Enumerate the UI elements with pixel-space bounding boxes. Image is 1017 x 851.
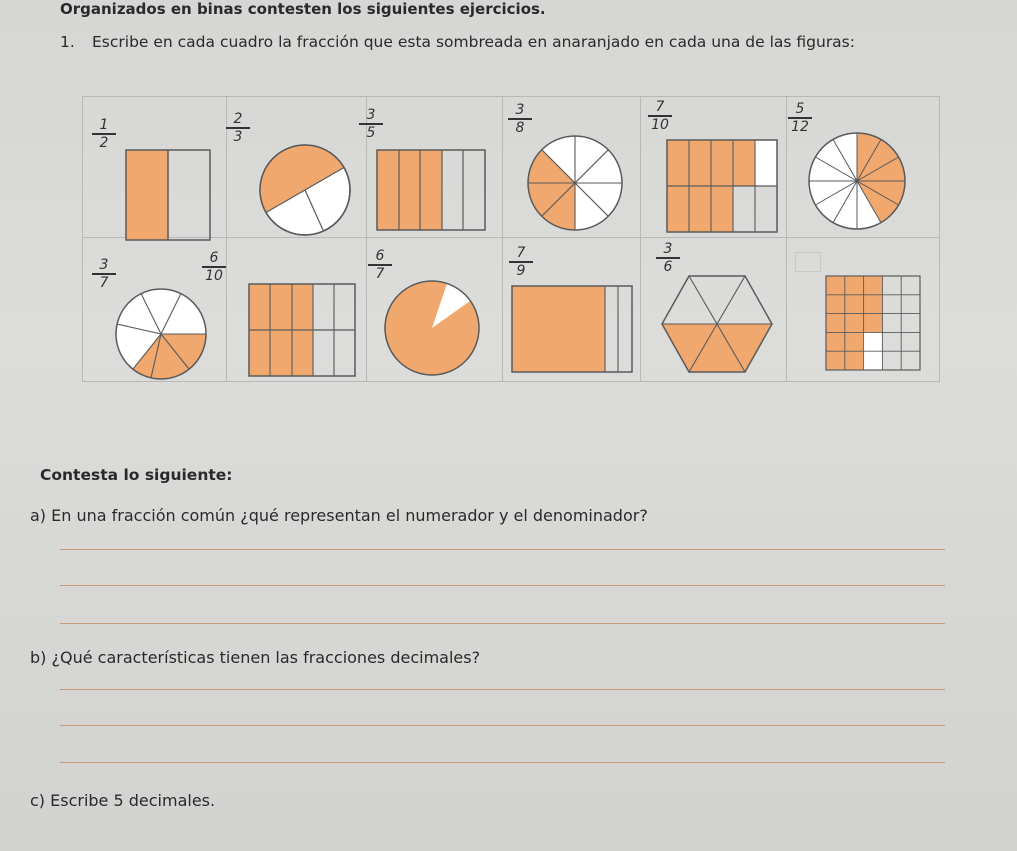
answer-fraction: 3 5 — [357, 108, 385, 140]
section-title: Contesta lo siguiente: — [40, 466, 233, 484]
answer-fraction: 6 7 — [366, 249, 394, 281]
worksheet-heading: Organizados en binas contesten los siguientes ejercicios. — [60, 0, 546, 18]
answer-line[interactable] — [60, 623, 945, 624]
answer-fraction: 3 7 — [90, 258, 118, 290]
answer-line[interactable] — [60, 585, 945, 586]
answer-fraction: 2 3 — [224, 112, 252, 144]
question-c: c) Escribe 5 decimales. — [30, 791, 216, 810]
circle-figure-thirds — [259, 144, 351, 236]
circle-figure-twelfths — [808, 132, 906, 230]
question-b: b) ¿Qué características tienen las fracciones decimales? — [30, 648, 481, 667]
exercise-1-instructions — [60, 30, 920, 54]
exercise-number: 1. — [60, 33, 75, 51]
circle-figure-eighths — [527, 135, 623, 231]
rectangle-figure-tenths — [667, 140, 777, 232]
circle-figure-sevenths-2 — [384, 280, 480, 376]
answer-fraction: 7 10 — [646, 100, 674, 132]
hexagon-figure-sixths — [662, 276, 772, 372]
answer-fraction: 7 9 — [507, 246, 535, 278]
answer-fraction: 3 8 — [506, 103, 534, 135]
rectangle-figure-fifths — [377, 150, 485, 230]
rectangle-figure-tenths-2 — [249, 284, 355, 376]
answer-line[interactable] — [60, 549, 945, 550]
exercise-text: Escribe en cada cuadro la fracción que esta sombreada en anaranjado en cada una de las figuras: — [92, 33, 855, 51]
answer-fraction: 5 12 — [786, 102, 814, 134]
answer-fraction: 6 10 — [200, 251, 228, 283]
answer-line[interactable] — [60, 725, 945, 726]
answer-line[interactable] — [60, 689, 945, 690]
answer-fraction: 1 2 — [90, 118, 118, 150]
answer-line[interactable] — [60, 762, 945, 763]
question-a: a) En una fracción común ¿qué representan el numerador y el denominador? — [30, 506, 648, 525]
grid-figure — [826, 276, 920, 370]
answer-fraction: 3 6 — [654, 242, 682, 274]
rectangle-figure-ninths — [512, 286, 632, 372]
circle-figure-sevenths — [115, 288, 207, 380]
empty-answer-box — [795, 252, 821, 272]
rectangle-figure-halves — [126, 150, 210, 240]
